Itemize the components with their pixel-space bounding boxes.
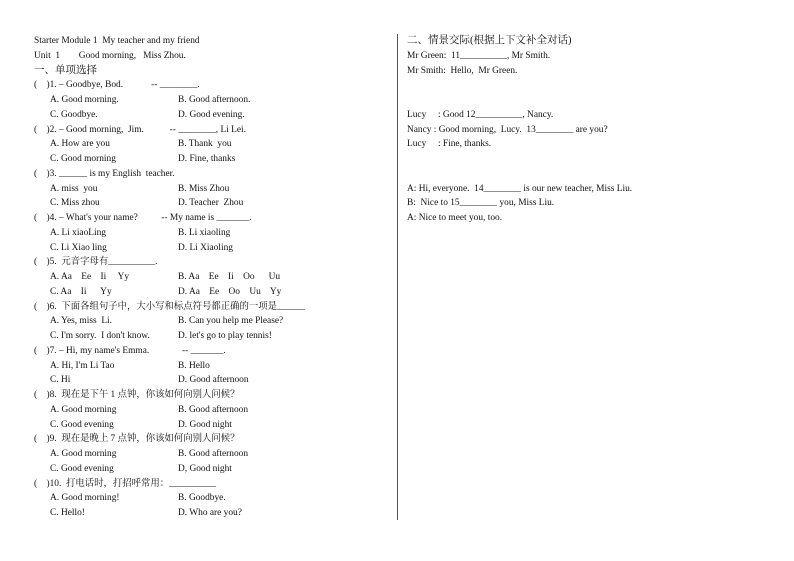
question-stem: ( )5. 元音字母有__________. [34,257,158,268]
option-row [34,285,389,300]
option-b: B. Good afternoon [178,449,249,459]
question-stem: ( )7. – Hi, my name's Emma. -- _______. [34,345,226,356]
option-d: D. Li Xiaoling [178,242,233,253]
question-stem: ( )4. – What's your name? -- My name is _______. [34,213,252,223]
question-stem: ( )9. 现在是晚上 7 点钟，你该如何向别人问候？ [34,434,240,445]
column-divider [397,34,398,520]
question-item [34,78,389,122]
option-a: A. Good morning! [50,493,120,504]
option-d: D, Good night [178,463,232,474]
option-d: D. Fine, thanks [178,154,236,164]
option-row [34,93,389,108]
question-item [34,255,389,299]
section1-heading: 一、单项选择 [34,64,97,76]
question-item [34,300,389,344]
option-row [34,226,389,241]
option-c: C. I'm sorry. I don't know. [50,331,150,341]
question-stem: ( )2. – Good morning, Jim. -- ________, Li Lei. [34,124,246,135]
option-a: A. Aa Ee Ii Yy [50,272,130,282]
option-c: C. Hello! [50,508,85,518]
question-item [34,167,389,211]
question-stem: ( )3. ______ is my English teacher. [34,168,175,179]
option-row [34,108,389,123]
option-b: B. Goodbye. [178,493,226,504]
question-stem: ( )6. 下面各组句子中，大小写和标点符号都正确的一项是______ [34,301,306,312]
section2-heading: 二、情景交际(根据上下文补全对话) [407,35,572,46]
option-row [34,462,389,477]
dialog3-line: B: Nice to 15________ you, Miss Liu. [407,198,555,209]
left-column [34,34,389,521]
question-item [34,477,389,521]
question-stem: ( )10. 打电话时，打招呼常用：__________ [34,478,217,489]
option-row [34,491,389,506]
dialog1-line: Mr Green: 11__________, Mr Smith. [407,50,551,61]
option-b: B. Good afternoon [178,404,249,415]
question-item [34,123,389,167]
option-c: C. Aa Ii Yy [50,286,112,297]
question-item [34,388,389,432]
option-d: D. Who are you? [178,508,242,518]
option-row [34,314,389,329]
option-b: B. Hello [178,360,210,371]
option-a: A. miss you [50,183,98,194]
option-row [34,196,389,211]
question-list [34,78,389,521]
option-c: C. Miss zhou [50,198,100,209]
option-b: B. Thank you [178,139,232,150]
dialog1-line: Mr Smith: Hello, Mr Green. [407,65,518,76]
option-row [34,329,389,344]
option-row [34,403,389,418]
option-d: D. Teacher Zhou [178,198,244,209]
option-row [34,506,389,521]
option-a: A. How are you [50,139,110,150]
option-b: B. Can you help me Please? [178,316,284,327]
dialog3-line: A: Nice to meet you, too. [407,213,503,223]
option-d: D. let's go to play tennis! [178,331,272,341]
option-b: B. Li xiaoling [178,227,231,238]
option-b: B. Miss Zhou [178,183,230,194]
option-c: C. Li Xiao ling [50,242,107,253]
option-d: D. Good afternoon [178,375,249,386]
option-a: A. Good morning [50,404,117,415]
dialog2-line: Lucy : Fine, thanks. [407,139,492,150]
option-row [34,182,389,197]
option-d: D. Good evening. [178,109,245,120]
right-column [407,34,767,226]
unit-title: Unit 1 Good morning, Miss Zhou. [34,50,186,61]
option-a: A. Good morning. [50,95,119,105]
option-b: B. Good afternoon. [178,95,251,105]
question-stem: ( )8. 现在是下午 1 点钟，你该如何向别人问候？ [34,390,240,400]
dialog2-line: Lucy : Good 12__________, Nancy. [407,109,554,120]
option-a: A. Yes, miss Li. [50,316,112,327]
option-a: A. Li xiaoLing [50,227,106,238]
option-a: A. Good morning [50,449,117,459]
option-d: D. Aa Ee Oo Uu Yy [178,286,282,297]
question-item [34,432,389,476]
option-a: A. Hi, I'm Li Tao [50,360,115,371]
option-row [34,137,389,152]
worksheet-title: Starter Module 1 My teacher and my friend [34,36,200,46]
option-c: C. Goodbye. [50,109,98,120]
question-item [34,211,389,255]
option-c: C. Hi [50,375,71,386]
option-b: B. Aa Ee Ii Oo Uu [178,272,281,282]
question-item [34,344,389,388]
option-row [34,418,389,433]
dialog2-line: Nancy : Good morning, Lucy. 13________ are you? [407,124,608,135]
option-row [34,152,389,167]
option-d: D. Good night [178,419,232,430]
dialog3-line: A: Hi, everyone. 14________ is our new teacher, Miss Liu. [407,183,633,194]
option-c: C. Good evening [50,463,114,474]
option-row [34,270,389,285]
option-row [34,447,389,462]
question-stem: ( )1. – Goodbye, Bod. -- ________. [34,80,200,91]
option-c: C. Good evening [50,419,114,430]
option-c: C. Good morning [50,154,116,164]
option-row [34,373,389,388]
option-row [34,359,389,374]
option-row [34,241,389,256]
